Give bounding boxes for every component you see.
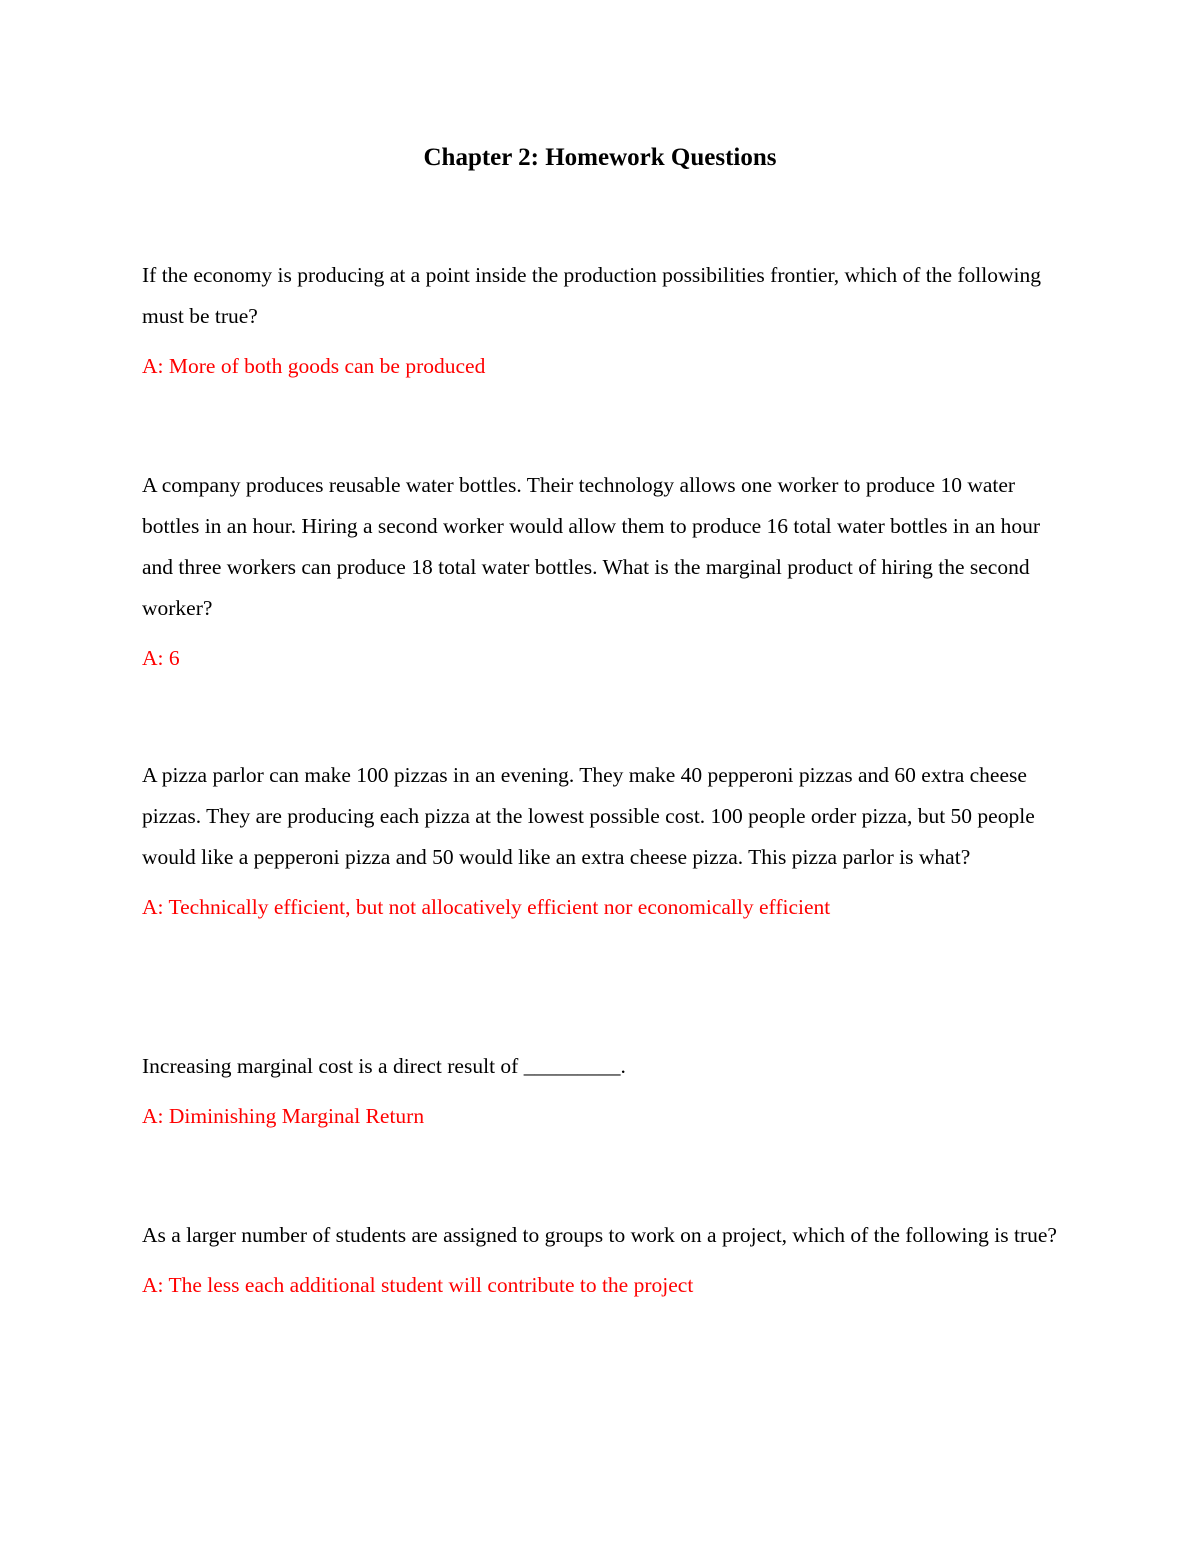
question-text: A pizza parlor can make 100 pizzas in an evening. They make 40 pepperoni pizzas and 60 extra cheese pizzas. They are producing each pizza at the lowest possible cost. 100 people order pizza, but 50 people would like a pepperoni pizza and 50 would like an extra cheese pizza. This pizza parlor is what? (142, 763, 1035, 869)
question-text: Increasing marginal cost is a direct result of _________. (142, 1054, 626, 1078)
answer-text: A: Diminishing Marginal Return (142, 1104, 425, 1128)
question-block (142, 465, 1062, 672)
question-text: A company produces reusable water bottles. Their technology allows one worker to produce 10 water bottles in an hour. Hiring a second worker would allow them to produce 16 total water bottles in an hour and three workers can produce 18 total water bottles. What is the marginal product of hiring the second worker? (142, 473, 1041, 620)
question-text: If the economy is producing at a point inside the production possibilities frontier, which of the following must be true? (142, 263, 1041, 328)
question-block (142, 1215, 1062, 1299)
answer-text: A: Technically efficient, but not allocatively efficient nor economically efficient (142, 895, 831, 919)
answer-text: A: 6 (142, 646, 180, 670)
question-block (142, 755, 1062, 921)
question-block (142, 255, 1062, 380)
page-title: Chapter 2: Homework Questions (423, 144, 777, 171)
question-block (142, 1046, 1062, 1130)
answer-text: A: More of both goods can be produced (142, 354, 486, 378)
answer-text: A: The less each additional student will contribute to the project (142, 1273, 694, 1297)
question-text: As a larger number of students are assigned to groups to work on a project, which of the following is true? (142, 1223, 1057, 1247)
